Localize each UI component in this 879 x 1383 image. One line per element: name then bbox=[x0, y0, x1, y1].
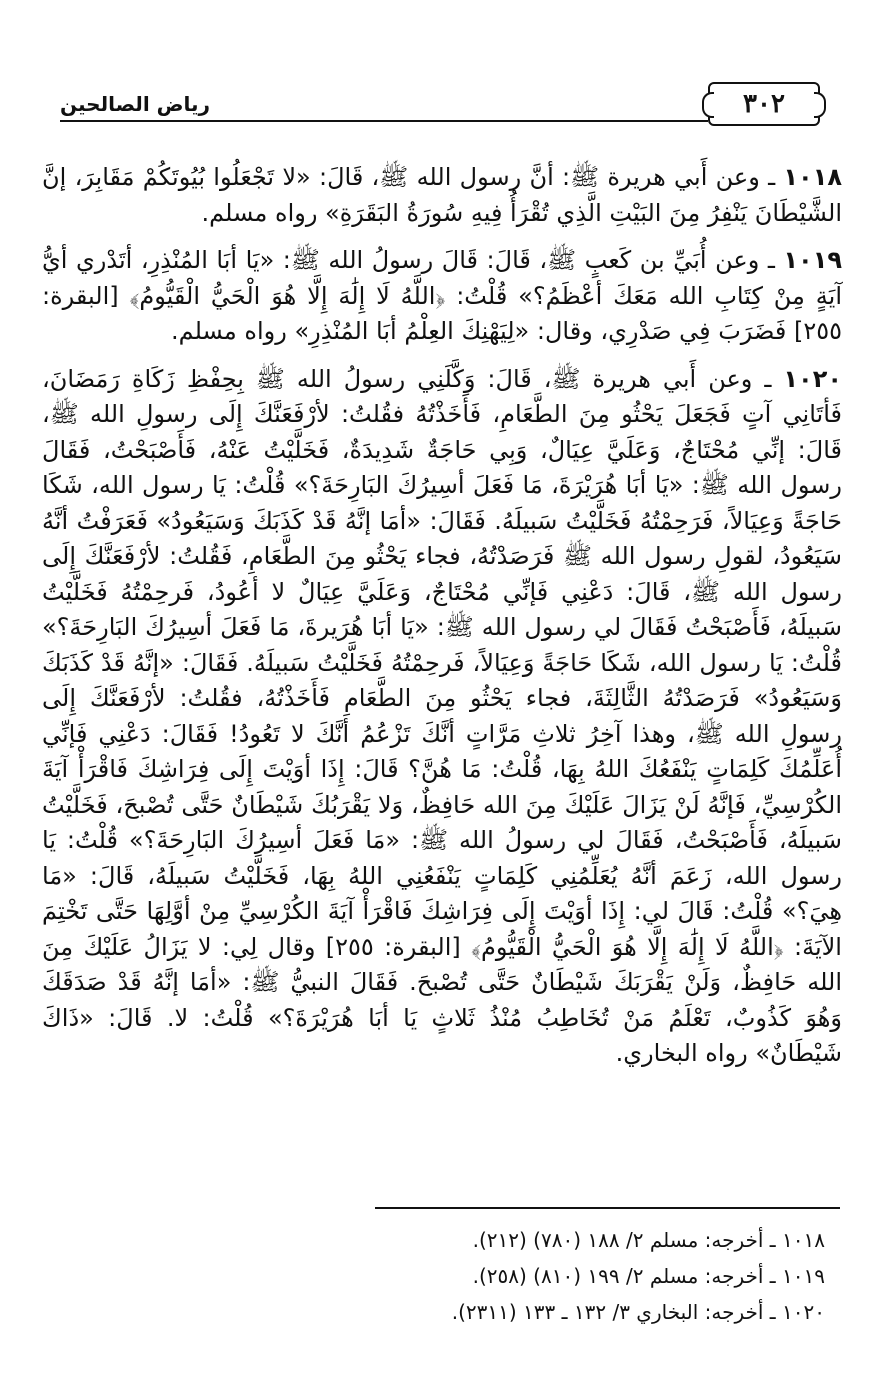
page-number: ٣٠٢ bbox=[708, 82, 820, 126]
hadith-number: ١٠٢٠ bbox=[783, 364, 842, 393]
book-title: رياض الصالحين bbox=[60, 92, 211, 116]
footnotes bbox=[300, 1222, 825, 1330]
hadith-1020 bbox=[42, 362, 842, 1072]
hadith-number: ١٠١٩ bbox=[783, 246, 842, 274]
hadith-1019 bbox=[42, 243, 842, 350]
header-rule bbox=[60, 120, 708, 122]
hadith-number: ١٠١٨ bbox=[783, 163, 842, 191]
page-body bbox=[42, 160, 842, 1084]
footnote-1018: ١٠١٨ ـ أخرجه: مسلم ٢/ ١٨٨ (٧٨٠) (٢١٢). bbox=[472, 1228, 825, 1252]
hadith-1018 bbox=[42, 160, 842, 231]
hadith-text: ـ وعن أُبَيِّ بن كَعبٍ ﷺ، قَالَ: قَالَ رسولُ الله ﷺ: «يَا أبَا المُنْذِرِ، أتَدْري أيُّ آيَةٍ مِنْ كِتَابِ الله مَعَكَ أعْظَمُ؟» قُلْتُ: ﴿اللَّهُ لَا إِلَٰهَ إِلَّا هُوَ الْحَيُّ الْقَيُّومُ﴾ [البقرة: ٢٥٥] فَضَرَبَ فِي صَدْرِي، وقال: «لِيَهْنِكَ العِلْمُ أبَا المُنْذِرِ» رواه مسلم. bbox=[42, 246, 842, 345]
footnote-1019: ١٠١٩ ـ أخرجه: مسلم ٢/ ١٩٩ (٨١٠) (٢٥٨). bbox=[472, 1264, 825, 1288]
footnote-divider bbox=[375, 1207, 840, 1209]
footnote-1020: ١٠٢٠ ـ أخرجه: البخاري ٣/ ١٣٢ ـ ١٣٣ (٢٣١١). bbox=[451, 1300, 825, 1324]
hadith-text: ـ وعن أَبي هريرة ﷺ، قَالَ: وَكَّلَنِي رسولُ الله ﷺ بِحِفْظِ زَكَاةِ رَمَضَانَ، فَأتَانِي آتٍ فَجَعَلَ يَحْثُو مِنَ الطَّعَامِ، فَأَخَذْتُهُ فقُلتُ: لأرْفَعَنَّكَ إِلَى رسولِ الله ﷺ، قَالَ: إنِّي مُحْتَاجٌ، وَعَلَيَّ عِيَالٌ، وَبِي حَاجَةٌ شَدِيدَةٌ، فَخَلَّيْتُ عَنْهُ، فَأَصْبَحْتُ، فَقَالَ رسول الله ﷺ: «يَا أبَا هُرَيْرَةَ، مَا فَعَلَ أسِيرُكَ البَارِحَةَ؟» قُلْتُ: يَا رسول الله، شَكَا حَاجَةً وَعِيَالاً، فَرَحِمْتُهُ فَخَلَّيْتُ سَبيلَهُ. فَقَالَ: «أمَا إنَّهُ قَدْ كَذَبَكَ وَسَيَعُودُ» فَعَرَفْتُ أنَّهُ سَيَعُودُ، لقولِ رسول الله ﷺ فَرَصَدْتُهُ، فجاء يَحْثُو مِنَ الطَّعَامِ، فَقُلتُ: لأرْفَعَنَّكَ إِلَى رسول الله ﷺ، قَالَ: دَعْنِي فَإنِّي مُحْتَاجٌ، وَعَلَيَّ عِيَالٌ لا أعُودُ، فَرحِمْتُهُ فَخَلَّيْتُ سَبيلَهُ، فَأَصْبَحْتُ فَقَالَ لي رسول الله ﷺ: «يَا أبَا هُرَيرةَ، مَا فَعَلَ أسِيرُكَ البَارِحَةَ؟» قُلْتُ: يَا رسول الله، شَكَا حَاجَةً وَعِيَالاً، فَرحِمْتُهُ فَخَلَّيْتُ سَبيلَهُ. فَقَالَ: «إنَّهُ قَدْ كَذَبَكَ وَسَيَعُودُ» فَرَصَدْتُهُ الثَّالِثَةَ، فجاء يَحْثُو مِنَ الطَّعَامِ فَأَخَذْتُهُ، فقُلتُ: لأرْفَعَنَّكَ إِلَى رسولِ الله ﷺ، وهذا آخِرُ ثلاثِ مَرَّاتٍ أنَّكَ تَزْعُمُ أنَّكَ لا تَعُودُ! فَقَالَ: دَعْنِي فَإنِّي أُعَلِّمُكَ كَلِمَاتٍ يَنْفَعُكَ اللهُ بِهَا، قُلْتُ: مَا هُنَّ؟ قَالَ: إِذَا أوَيْتَ إِلَى فِرَاشِكَ فَاقْرَأْ آيَةَ الكُرْسِيِّ، فَإنَّهُ لَنْ يَزَالَ عَلَيْكَ مِنَ الله حَافِظٌ، وَلا يَقْرَبُكَ شَيْطَانٌ حَتَّى تُصْبحَ، فَخَلَّيْتُ سَبيلَهُ، فَأَصْبَحْتُ، فَقَالَ لي رسولُ الله ﷺ: «مَا فَعَلَ أسِيرُكَ البَارِحَةَ؟» قُلْتُ: يَا رسول الله، زَعَمَ أنَّهُ يُعَلِّمُنِي كَلِمَاتٍ يَنْفَعُنِي اللهُ بِهَا، فَخَلَّيْتُ سَبيلَهُ، قَالَ: «مَا هِيَ؟» قُلْتُ: قَالَ لي: إِذَا أوَيْتَ إِلَى فِرَاشِكَ فَاقْرَأْ آيَةَ الكُرْسِيِّ مِنْ أوَّلِهَا حَتَّى تَخْتِمَ الآيَةَ: ﴿اللَّهُ لَا إِلَٰهَ إِلَّا هُوَ الْحَيُّ الْقَيُّومُ﴾ [البقرة: ٢٥٥] وقال لِي: لا يَزَالُ عَلَيْكَ مِنَ الله حَافِظٌ، وَلَنْ يَقْرَبَكَ شَيْطَانٌ حَتَّى تُصْبحَ. فَقَالَ النبيُّ ﷺ: «أمَا إنَّهُ قَدْ صَدَقَكَ وَهُوَ كَذُوبٌ، تَعْلَمُ مَنْ تُخَاطِبُ مُنْذُ ثَلاثٍ يَا أبَا هُرَيْرَةَ؟» قُلْتُ: لا. قَالَ: «ذَاكَ شَيْطَانٌ» رواه البخاري. bbox=[42, 364, 842, 1067]
hadith-text: ـ وعن أَبي هريرة ﷺ: أنَّ رسول الله ﷺ، قَالَ: «لا تَجْعَلُوا بُيُوتَكُمْ مَقَابِرَ، إنَّ الشَّيْطَانَ يَنْفِرُ مِنَ البَيْتِ الَّذِي تُقْرَأُ فِيهِ سُورَةُ البَقَرَةِ» رواه مسلم. bbox=[42, 163, 842, 227]
page-header bbox=[60, 82, 820, 128]
